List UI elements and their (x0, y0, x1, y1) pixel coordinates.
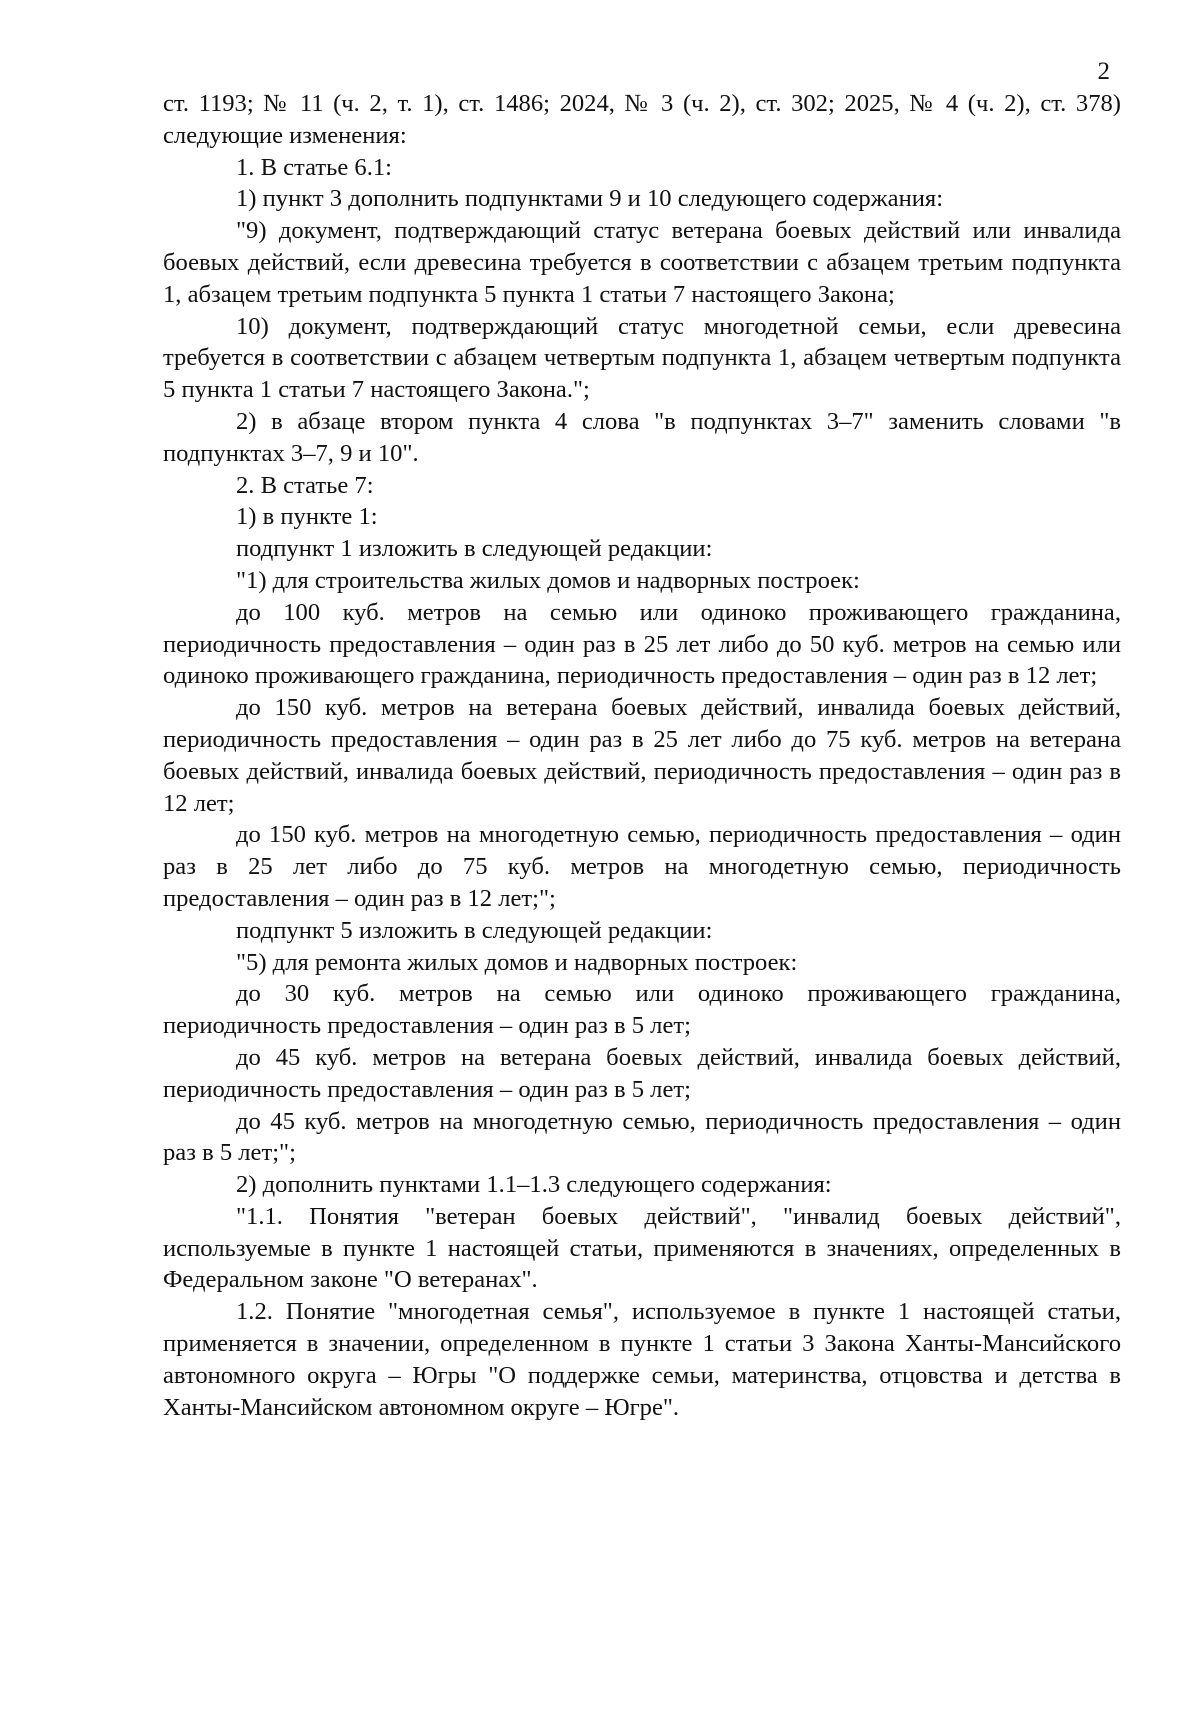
paragraph-repair-large-family: до 45 куб. метров на многодетную семью, периодичность предоставления – один раз в 5 лет;"; (163, 1107, 1121, 1167)
paragraph-construction-heading: "1) для строительства жилых домов и надворных построек: (236, 566, 860, 594)
paragraph-item-2: 2) в абзаце втором пункта 4 слова "в подпунктах 3–7" заменить словами "в подпунктах 3–7, 9 и 10". (163, 407, 1121, 467)
paragraph-point-1-2: 1.2. Понятие "многодетная семья", используемое в пункте 1 настоящей статьи, применяется в значении, определенном в пункте 1 статьи 3 Закона Ханты-Мансийского автономного округа – Югры "О поддержке семьи, материнства, отцовства и детства в Ханты-Мансийском автономном округе – Югре". (163, 1298, 1121, 1421)
page-number: 2 (1097, 58, 1110, 85)
paragraph-repair-heading: "5) для ремонта жилых домов и надворных построек: (236, 948, 798, 976)
paragraph-subitem-10: 10) документ, подтверждающий статус многодетной семьи, если древесина требуется в соответствии с абзацем четвертым подпункта 1, абзацем четвертым подпункта 5 пункта 1 статьи 7 настоящего Закона."; (163, 312, 1121, 404)
paragraph-article-6-1: 1. В статье 6.1: (236, 153, 392, 181)
paragraph-construction-veteran: до 150 куб. метров на ветерана боевых действий, инвалида боевых действий, периодичность предоставления – один раз в 25 лет либо до 75 куб. метров на ветерана боевых действий, инвалида боевых действий, периодичность предоставления – один раз в 12 лет; (163, 694, 1121, 817)
paragraph-point-1-1: "1.1. Понятия "ветеран боевых действий", "инвалид боевых действий", используемые в пункте 1 настоящей статьи, применяются в значениях, определенных в Федеральном законе "О ветеранах". (163, 1202, 1121, 1294)
paragraph-repair-veteran: до 45 куб. метров на ветерана боевых действий, инвалида боевых действий, периодичность предоставления – один раз в 5 лет; (163, 1043, 1121, 1103)
paragraph-repair-family: до 30 куб. метров на семью или одиноко проживающего гражданина, периодичность предоставления – один раз в 5 лет; (163, 980, 1121, 1040)
paragraph-subpoint-5-intro: подпункт 5 изложить в следующей редакции: (236, 916, 713, 944)
paragraph-point-1: 1) в пункте 1: (236, 503, 378, 531)
document-body (163, 88, 1121, 1423)
paragraph-subitem-9: "9) документ, подтверждающий статус ветерана боевых действий или инвалида боевых действий, если древесина требуется в соответствии с абзацем третьим подпункта 1, абзацем третьим подпункта 5 пункта 1 статьи 7 настоящего Закона; (163, 217, 1121, 308)
paragraph-intro: ст. 1193; № 11 (ч. 2, т. 1), ст. 1486; 2024, № 3 (ч. 2), ст. 302; 2025, № 4 (ч. 2), ст. 378) следующие изменения: (163, 90, 1121, 149)
paragraph-construction-large-family: до 150 куб. метров на многодетную семью, периодичность предоставления – один раз в 25 лет либо до 75 куб. метров на многодетную семью, периодичность предоставления – один раз в 12 лет;"; (163, 821, 1121, 912)
paragraph-add-points: 2) дополнить пунктами 1.1–1.3 следующего содержания: (236, 1171, 832, 1199)
paragraph-subpoint-1-intro: подпункт 1 изложить в следующей редакции: (236, 535, 713, 563)
paragraph-article-7: 2. В статье 7: (236, 471, 374, 499)
paragraph-item-1: 1) пункт 3 дополнить подпунктами 9 и 10 следующего содержания: (236, 185, 944, 213)
paragraph-construction-family: до 100 куб. метров на семью или одиноко проживающего гражданина, периодичность предоставления – один раз в 25 лет либо до 50 куб. метров на семью или одиноко проживающего гражданина, периодичность предоставления – один раз в 12 лет; (163, 598, 1121, 690)
